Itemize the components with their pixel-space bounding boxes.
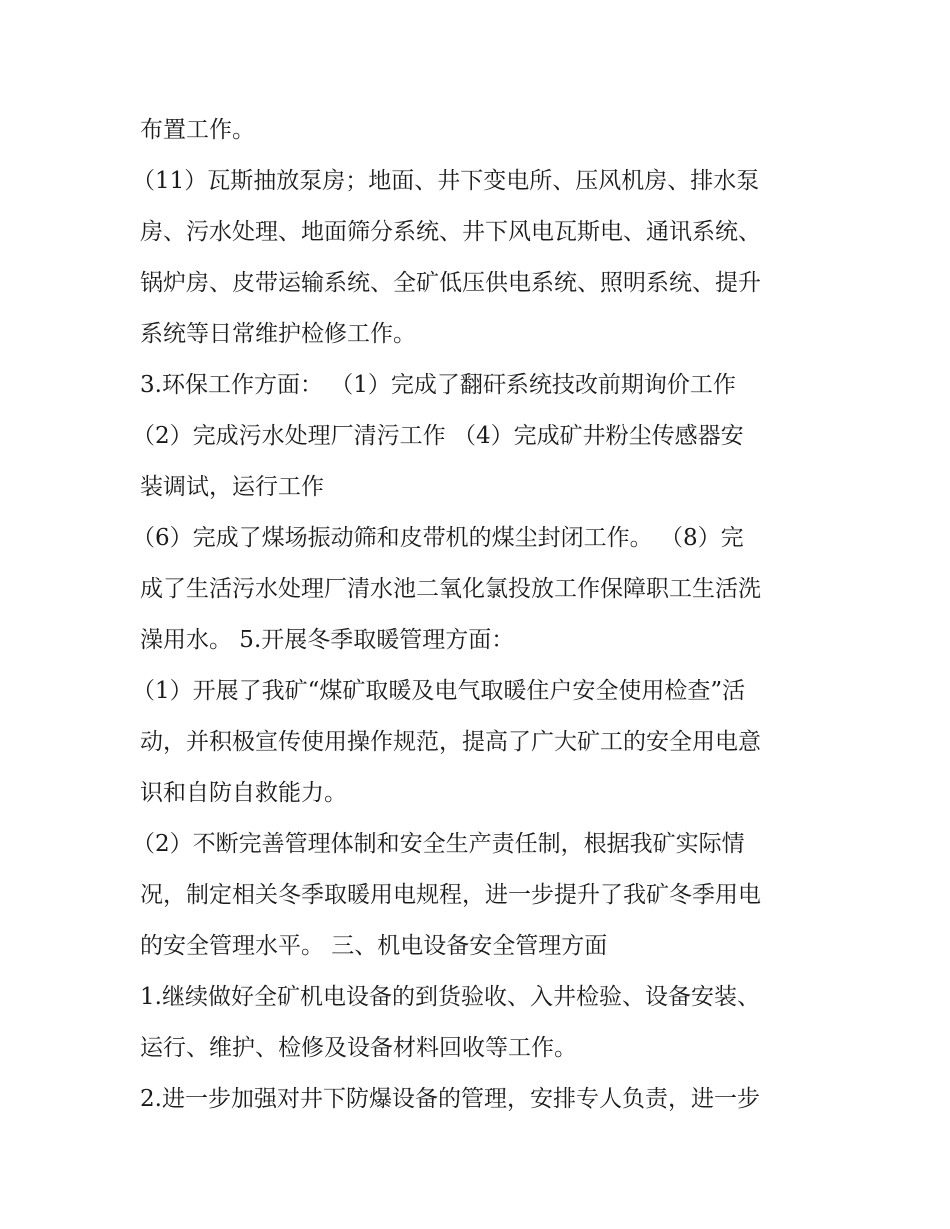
text-line: （2）不断完善管理体制和安全生产责任制，根据我矿实际情	[132, 831, 745, 857]
text-line: （6）完成了煤场振动筛和皮带机的煤尘封闭工作。 （8）完	[132, 525, 744, 551]
text-line: 成了生活污水处理厂清水池二氧化氯投放工作保障职工生活洗	[140, 576, 761, 602]
text-line: 的安全管理水平。 三、机电设备安全管理方面	[140, 933, 608, 959]
text-line: 运行、维护、检修及设备材料回收等工作。	[140, 1035, 577, 1061]
text-line: 装调试，运行工作	[140, 474, 324, 500]
text-line: 布置工作。	[140, 117, 255, 143]
text-line: 况，制定相关冬季取暖用电规程，进一步提升了我矿冬季用电	[140, 882, 761, 908]
text-line: 澡用水。 5.开展冬季取暖管理方面：	[140, 627, 515, 653]
text-line: （1）开展了我矿“煤矿取暖及电气取暖住户安全使用检查”活	[132, 678, 746, 704]
text-line: 锅炉房、皮带运输系统、全矿低压供电系统、照明系统、提升	[140, 270, 761, 296]
text-line: （2）完成污水处理厂清污工作 （4）完成矿井粉尘传感器安	[132, 423, 744, 449]
text-line: 2.进一步加强对井下防爆设备的管理，安排专人负责，进一步	[140, 1086, 760, 1112]
text-line: 动，并积极宣传使用操作规范，提高了广大矿工的安全用电意	[140, 729, 761, 755]
text-line: 房、污水处理、地面筛分系统、井下风电瓦斯电、通讯系统、	[140, 219, 761, 245]
text-line: 识和自防自救能力。	[140, 780, 347, 806]
text-line: （11）瓦斯抽放泵房；地面、井下变电所、压风机房、排水泵	[132, 168, 760, 194]
document-body	[132, 108, 820, 1128]
text-line: 3.环保工作方面： （1）完成了翻矸系统技改前期询价工作	[140, 372, 736, 398]
text-line: 系统等日常维护检修工作。	[140, 321, 416, 347]
text-line: 1.继续做好全矿机电设备的到货验收、入井检验、设备安装、	[140, 984, 760, 1010]
